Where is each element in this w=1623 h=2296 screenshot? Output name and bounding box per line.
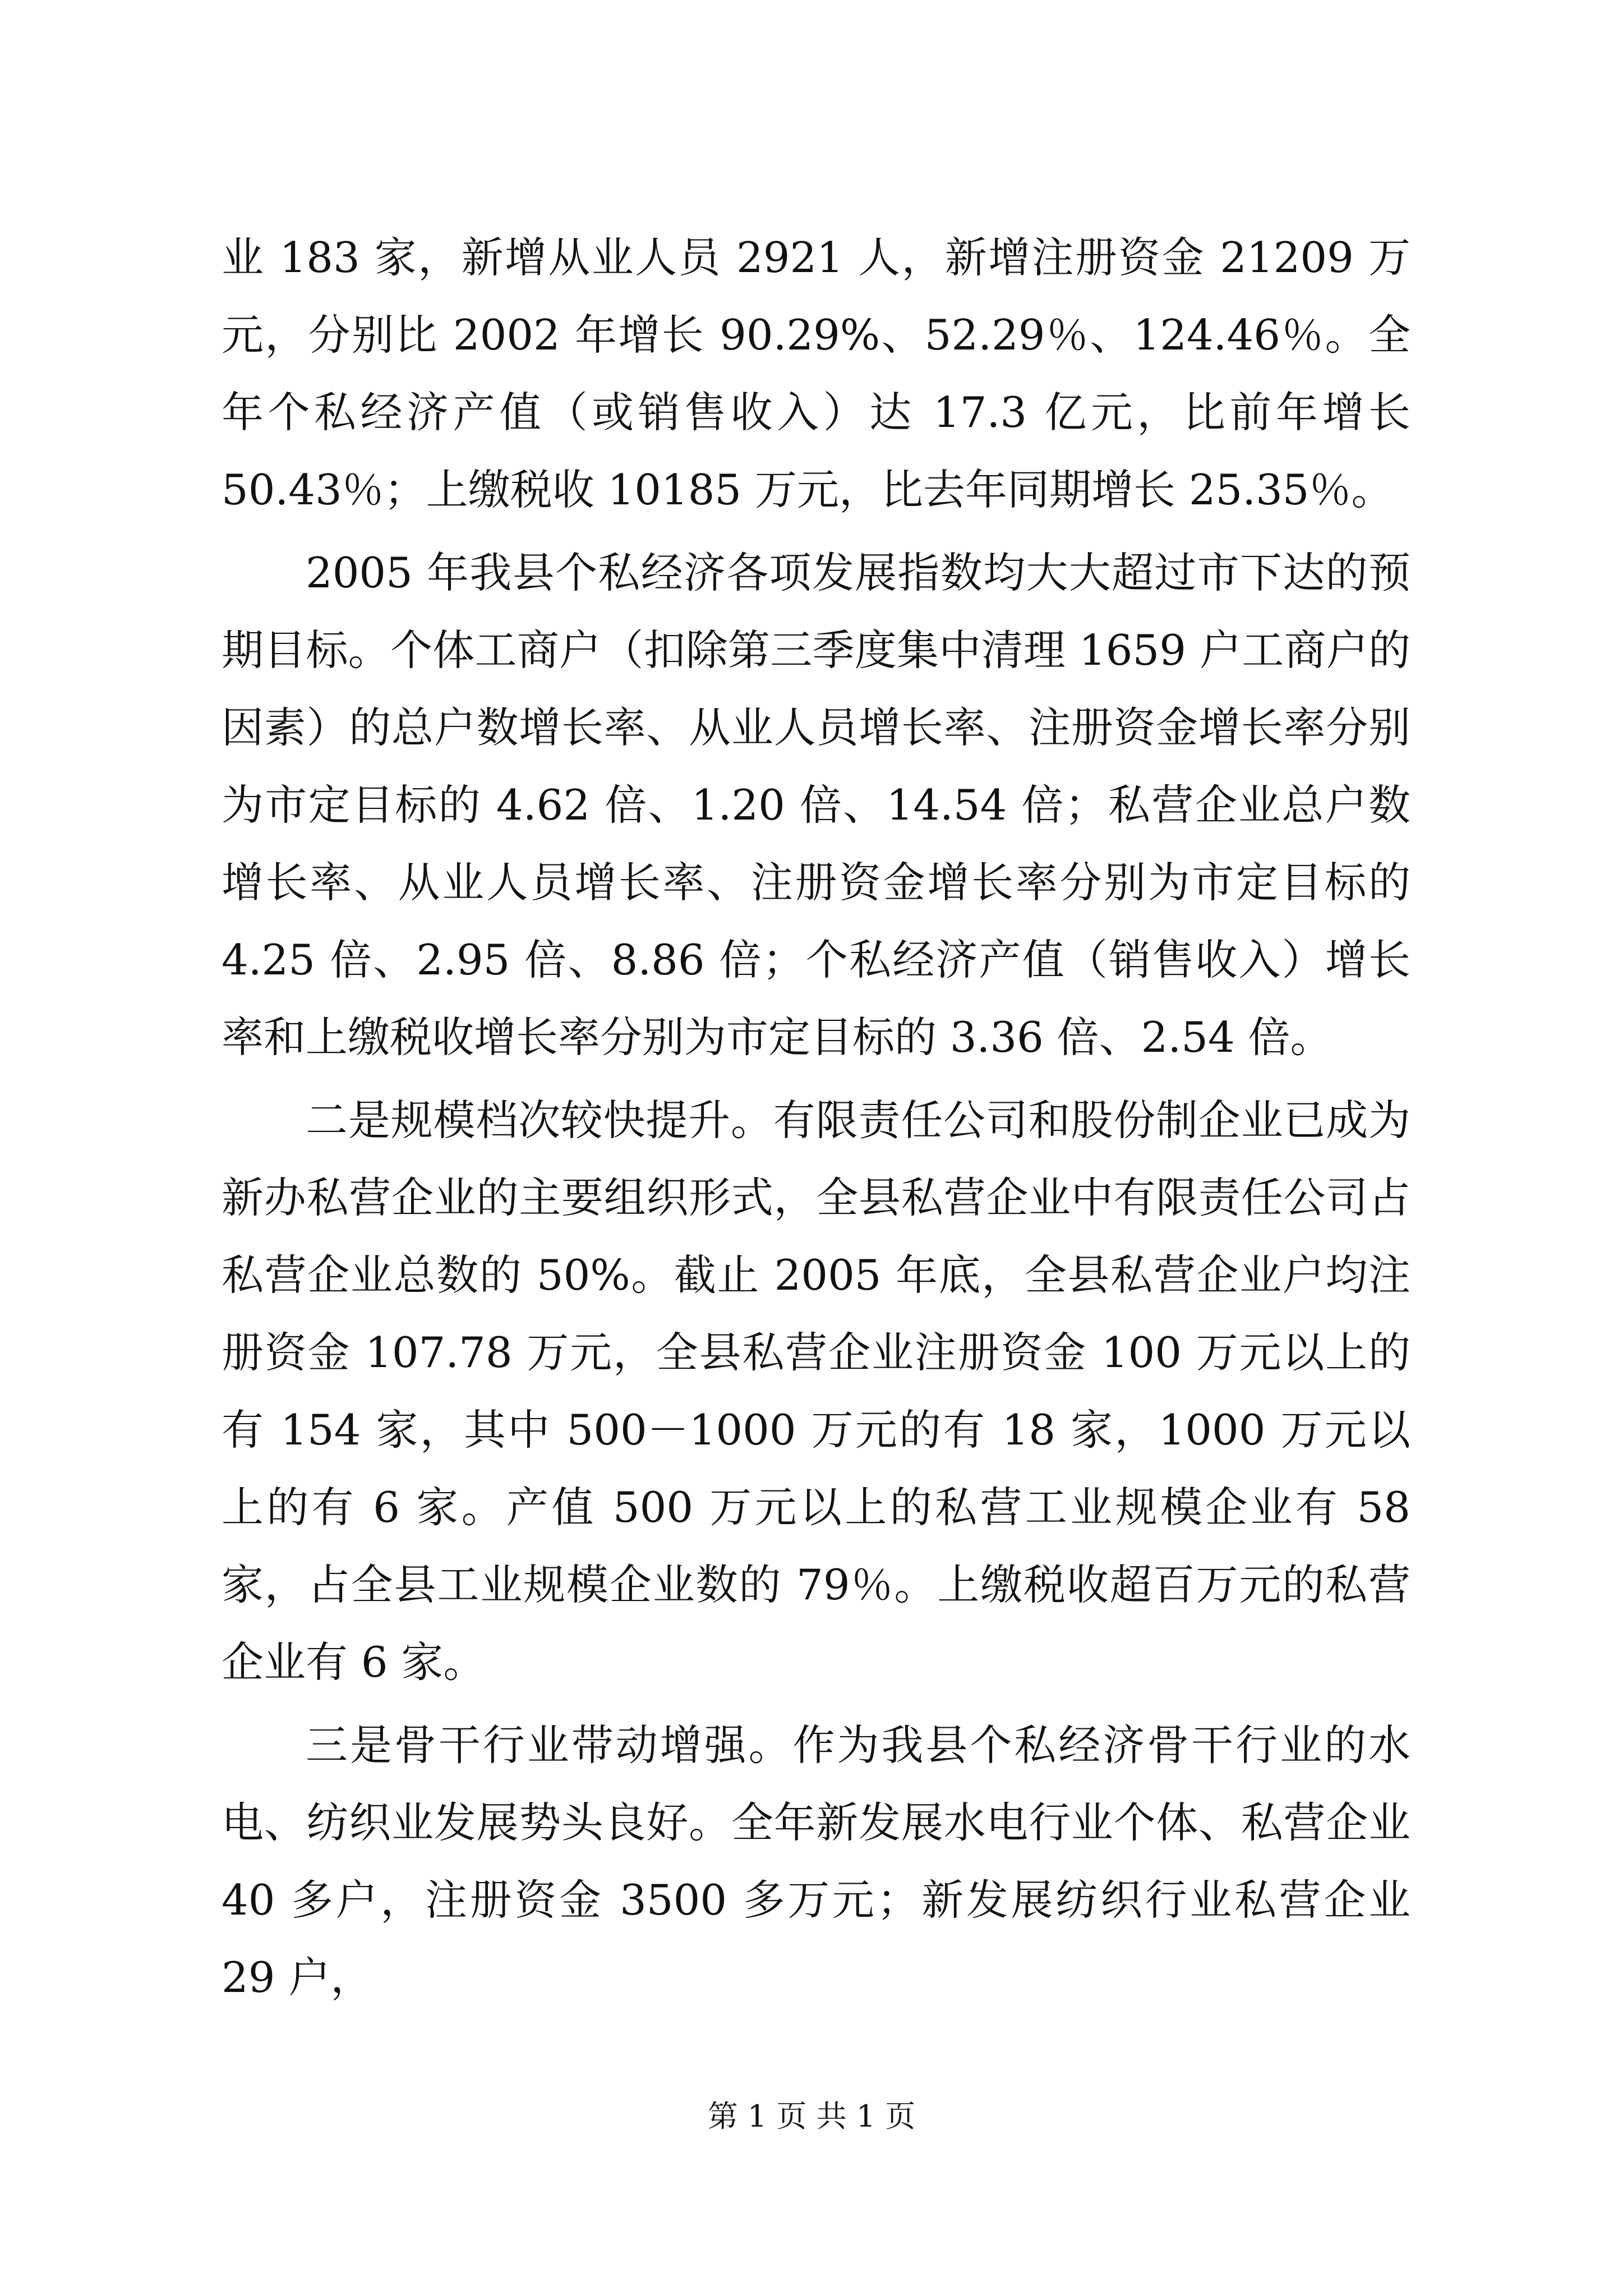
document-body bbox=[222, 219, 1410, 2022]
paragraph-scale: 二是规模档次较快提升。有限责任公司和股份制企业已成为新办私营企业的主要组织形式，全县私营企业中有限责任公司占私营企业总数的 50%。截止 2005 年底，全县私营企业户均注册资金 107.78 万元，全县私营企业注册资金 100 万元以上的有 154 家，其中 500－1000 万元的有 18 家，1000 万元以上的有 6 家。产值 500 万元以上的私营工业规模企业有 58 家，占全县工业规模企业数的 79％。上缴税收超百万元的私营企业有 6 家。 bbox=[222, 1096, 1410, 1687]
paragraph-targets: 2005 年我县个私经济各项发展指数均大大超过市下达的预期目标。个体工商户（扣除第三季度集中清理 1659 户工商户的因素）的总户数增长率、从业人员增长率、注册资金增长率分别为市定目标的 4.62 倍、1.20 倍、14.54 倍；私营企业总户数增长率、从业人员增长率、注册资金增长率分别为市定目标的 4.25 倍、2.95 倍、8.86 倍；个私经济产值（销售收入）增长率和上缴税收增长率分别为市定目标的 3.36 倍、2.54 倍。 bbox=[222, 548, 1410, 1062]
paragraph-industries: 三是骨干行业带动增强。作为我县个私经济骨干行业的水电、纺织业发展势头良好。全年新发展水电行业个体、私营企业 40 多户，注册资金 3500 多万元；新发展纺织行业私营企业 29 户， bbox=[222, 1720, 1410, 2002]
paragraph-continuation: 业 183 家，新增从业人员 2921 人，新增注册资金 21209 万元，分别比 2002 年增长 90.29%、52.29％、124.46％。全年个私经济产值（或销售收入）达 17.3 亿元，比前年增长 50.43％；上缴税收 10185 万元，比去年同期增长 25.35％。 bbox=[222, 233, 1410, 514]
page-footer: 第 1 页 共 1 页 bbox=[707, 2099, 916, 2134]
